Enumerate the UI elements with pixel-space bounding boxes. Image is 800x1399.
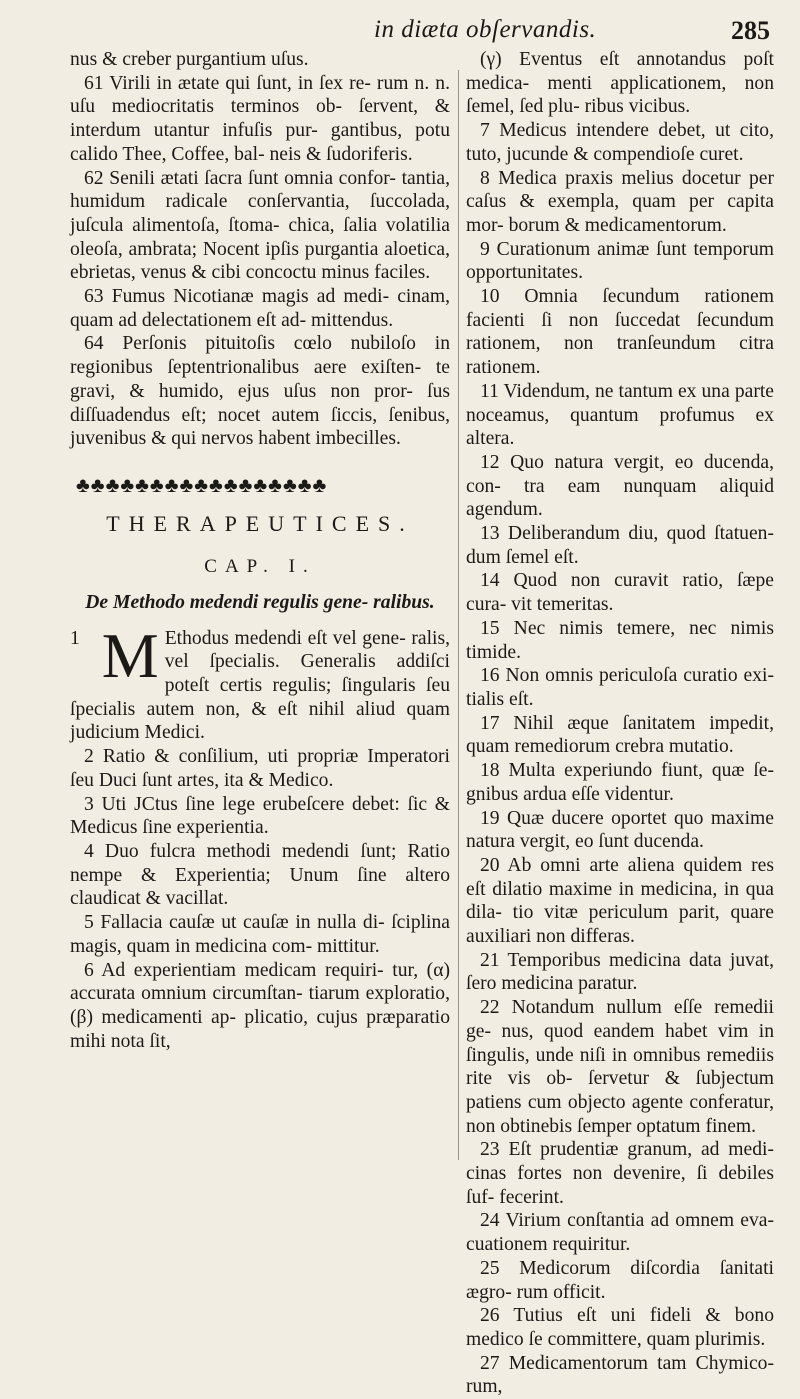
- paragraph-16: 16 Non omnis periculoſa curatio exi- tialis eſt.: [466, 665, 774, 710]
- ornament-band: ♣♣♣♣♣♣♣♣♣♣♣♣♣♣♣♣♣: [76, 472, 328, 497]
- running-head: [30, 12, 770, 46]
- paragraph-continuation: nus & creber purgantium uſus.: [70, 49, 309, 70]
- paragraph-17: 17 Nihil æque ſanitatem impedit, quam remediorum crebra mutatio.: [466, 712, 774, 758]
- paragraph-23: 23 Eſt prudentiæ granum, ad medi- cinas fortes non devenire, ſi debiles ſuf- fecerint.: [466, 1139, 774, 1208]
- right-column: [466, 48, 774, 1399]
- paragraph-18: 18 Multa experiundo fiunt, quæ ſe- gnibus ardua eſſe videntur.: [466, 760, 774, 805]
- paragraph-14: 14 Quod non curavit ratio, ſæpe cura- vit temeritas.: [466, 570, 774, 616]
- paragraph-26: 26 Tutius eſt uni fideli & bono medico ſe committere, quam plurimis.: [466, 1305, 774, 1350]
- paragraph-4: 4 Duo fulcra methodi medendi ſunt; Ratio nempe & Experientia; Unum ſine altero claudicat & vacillat.: [70, 840, 450, 910]
- paragraph-21: 21 Temporibus medicina data juvat, ſero medicina paratur.: [466, 949, 774, 995]
- paragraph-61: 61 Virili in ætate qui ſunt, in ſex re- rum n. n. uſu mediocritatis terminos ob- ſervent, & interdum utantur infuſis pur- gantibus, potu calido Thee, Coffee, bal- neis & ſudoriferis.: [70, 72, 450, 165]
- paragraph-3: 3 Uti JCtus ſine lege erubeſcere debet: ſic & Medicus ſine experientia.: [70, 793, 450, 839]
- paragraph-64: 64 Perſonis pituitoſis cœlo nubiloſo in regionibus ſeptentrionalibus aere exiſten- te gravi, & humido, ejus uſus non pror- ſus diſſuadendus eſt; nocet autem ſiccis, ſenibus, juvenibus & qui nervos habent imbecilles.: [70, 333, 450, 450]
- paragraph-62: 62 Senili ætati ſacra ſunt omnia confor- tantia, humidum radicale conſervantia, ſuccolada, juſcula alimentoſa, ſtoma- chica, ſalia volatilia oleoſa, ambrata; Nocent ipſis purgantia aloetica, ebrietas, venus & cibi concoctu minus faciles.: [70, 167, 450, 284]
- paragraph-9: 9 Curationum animæ ſunt temporum opportunitates.: [466, 238, 774, 284]
- paragraph-19: 19 Quæ ducere oportet quo maxime natura vergit, eo ſunt ducenda.: [466, 807, 774, 853]
- paragraph-13: 13 Deliberandum diu, quod ſtatuen- dum ſemel eſt.: [466, 523, 774, 568]
- paragraph-63: 63 Fumus Nicotianæ magis ad medi- cinam, quam ad delectationem eſt ad- mittendus.: [70, 286, 450, 331]
- drop-cap: M: [101, 619, 159, 691]
- paragraph-8: 8 Medica praxis melius docetur per caſus & exempla, quam per capita mor- borum & medicamentorum.: [466, 167, 774, 236]
- paragraph-11: 11 Videndum, ne tantum ex una parte noceamus, quantum profumus ex altera.: [466, 380, 774, 450]
- paragraph-22: 22 Notandum nullum eſſe remedii ge- nus, quod eandem habet vim in ſingulis, unde niſi in omnibus remediis rite vis ob- ſervetur & ſubjectum patiens cum objecto agente conferatur, non obtinebis ſemper optatum finem.: [466, 997, 774, 1137]
- page-number: 285: [731, 16, 770, 45]
- paragraph-2: 2 Ratio & conſilium, uti propriæ Imperatori ſeu Duci ſunt artes, ita & Medico.: [70, 746, 450, 791]
- paragraph-25: 25 Medicorum diſcordia ſanitati ægro- rum officit.: [466, 1257, 774, 1303]
- paragraph-27: 27 Medicamentorum tam Chymico- rum,: [466, 1352, 774, 1398]
- running-head-title: in diæta obſervandis.: [374, 16, 597, 43]
- left-column: [70, 48, 450, 1053]
- paragraph-15: 15 Nec nimis temere, nec nimis timide.: [466, 617, 774, 663]
- column-divider: [458, 70, 459, 1160]
- paragraph-24: 24 Virium conſtantia ad omnem eva- cuationem requiritur.: [466, 1210, 774, 1256]
- paragraph-12: 12 Quo natura vergit, eo ducenda, con- tra eam nunquam aliquid agendum.: [466, 451, 774, 521]
- paragraph-10: 10 Omnia ſecundum rationem facienti ſi non ſuccedat ſecundum rationem, non tranſeundum citra rationem.: [466, 286, 774, 379]
- paragraph-1: [70, 619, 450, 746]
- section-title: THERAPEUTICES.: [106, 510, 414, 536]
- paragraph-1-text: Ethodus medendi eſt vel gene- ralis, vel ſpecialis. Generalis addiſci poteſt certis regulis; ſingularis ſeu ſpecialis autem non, & eſt nihil aliud quam judicium Medici.: [70, 627, 450, 744]
- paragraph-20: 20 Ab omni arte aliena quidem res eſt dilatio maxime in medicina, in qua dila- tio vitæ periculum parit, quare auxiliari non differas.: [466, 854, 774, 948]
- paragraph-1-number: 1: [70, 627, 80, 649]
- paragraph-5: 5 Fallacia cauſæ ut cauſæ in nulla di- ſciplina magis, quam in medicina com- mittitur.: [70, 912, 450, 957]
- chapter-title: De Methodo medendi regulis gene- ralibus.: [85, 591, 435, 613]
- paragraph-6: 6 Ad experientiam medicam requiri- tur, (α) accurata omnium circumſtan- tiarum exploratio, (β) medicamenti ap- plicatio, cujus præparatio mihi nota ſit,: [70, 959, 450, 1052]
- paragraph-7: 7 Medicus intendere debet, ut cito, tuto, jucunde & compendioſe curet.: [466, 120, 774, 165]
- paragraph-6-gamma: (γ) Eventus eſt annotandus poſt medica- menti applicationem, non ſemel, ſed plu- ribus vicibus.: [466, 49, 774, 118]
- chapter-label: CAP. I.: [204, 555, 316, 577]
